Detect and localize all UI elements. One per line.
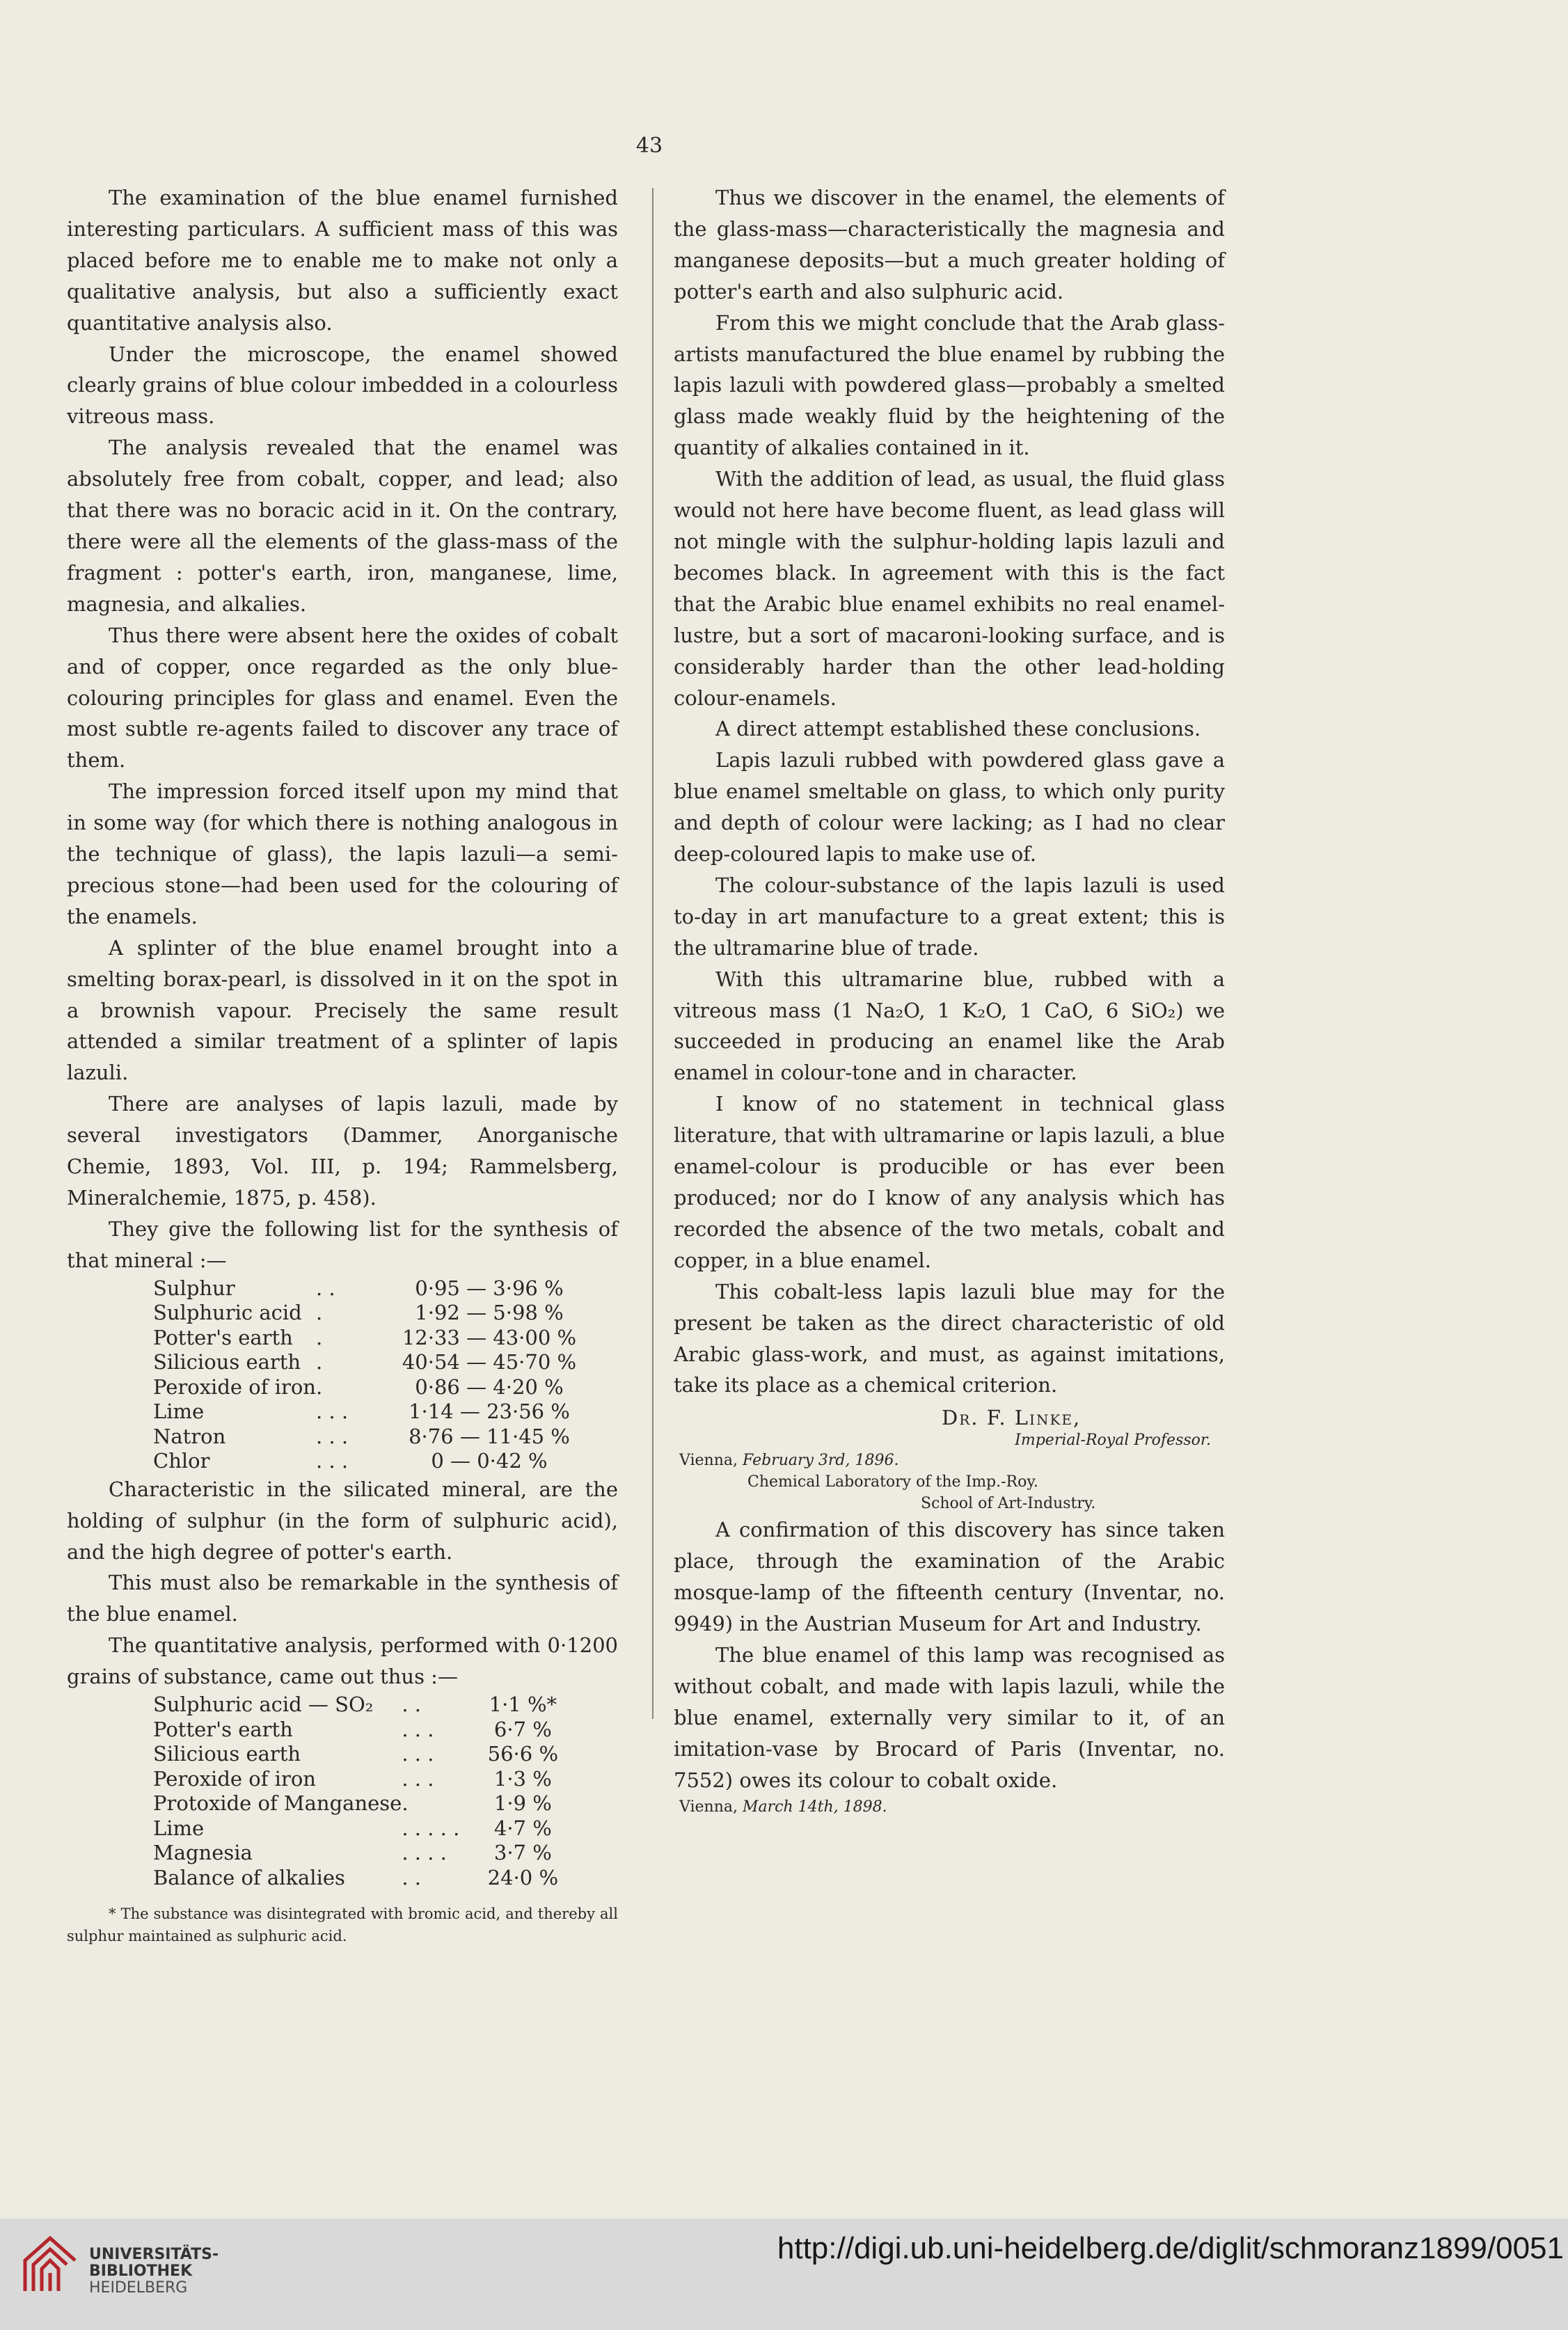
- paragraph: I know of no statement in technical glass literature, that with ultramarine or lapis lazuli, a blue enamel-colour is producible or has ever been produced; nor do I know of any analysis which has recorded the absence of the two metals, cobalt and copper, in a blue enamel.: [674, 1092, 1225, 1272]
- leader-dots: .: [402, 1791, 409, 1816]
- table-row: [153, 1326, 597, 1351]
- library-line: HEIDELBERG: [89, 2279, 188, 2297]
- paragraph: A confirmation of this discovery has since taken place, through the examination of the Arabic mosque-lamp of the fifteenth century (Inventar, no. 9949) in the Austrian Museum for Art and Industry.: [674, 1518, 1225, 1636]
- leader-dots: . .: [402, 1865, 421, 1889]
- paragraph: A splinter of the blue enamel brought into a smelting borax-pearl, is dissolved in it on the spot in a brownish vapour. Precisely the same result attended a similar treatment of a splinter of lapis lazuli.: [67, 935, 618, 1085]
- library-name: [89, 2246, 219, 2297]
- signature-block: [674, 1404, 1225, 1514]
- component-range: 0·86 — 4·20 %: [415, 1374, 564, 1399]
- paragraph: They give the following list for the synthesis of that mineral :—: [67, 1216, 618, 1272]
- component-percentage: 56·6 %: [487, 1742, 559, 1766]
- component-range: 0·95 — 3·96 %: [415, 1276, 564, 1300]
- paragraph: A direct attempt established these conclusions.: [715, 717, 1201, 741]
- table-row: [153, 1301, 597, 1326]
- table-row: [153, 1400, 597, 1425]
- source-url[interactable]: http://digi.ub.uni-heidelberg.de/diglit/schmoranz1899/0051: [777, 2231, 1564, 2265]
- enamel-analysis-table: [153, 1693, 564, 1890]
- table-row: [153, 1742, 564, 1767]
- component-range: 0 — 0·42 %: [431, 1449, 548, 1473]
- component-name: Silicious earth: [153, 1742, 301, 1766]
- author-title: Imperial-Royal Professor.: [1015, 1432, 1211, 1450]
- component-percentage: 1·1 %*: [489, 1693, 557, 1717]
- table-row: [153, 1375, 597, 1400]
- component-name: Magnesia: [153, 1841, 253, 1865]
- footnote: * The substance was disintegrated with bromic acid, and thereby all sulphur maintained as sulphuric acid.: [67, 1905, 618, 1945]
- component-name: Peroxide of iron: [153, 1766, 316, 1791]
- component-percentage: 1·3 %: [493, 1766, 552, 1791]
- table-row: [153, 1866, 564, 1891]
- paragraph: Under the microscope, the enamel showed clearly grains of blue colour imbedded in a colourless vitreous mass.: [67, 342, 618, 429]
- leader-dots: . . .: [315, 1424, 349, 1448]
- component-percentage: 4·7 %: [493, 1816, 552, 1840]
- leader-dots: .: [315, 1374, 323, 1399]
- leader-dots: . . .: [402, 1766, 434, 1791]
- paragraph: With the addition of lead, as usual, the fluid glass would not here have become fluent, as lead glass will not mingle with the sulphur-holding lapis lazuli and becomes black. In agreement with this is the fact that the Arabic blue enamel exhibits no real enamel-lustre, but a sort of macaroni-looking surface, and is considerably harder than the other lead-holding colour-enamels.: [674, 467, 1225, 710]
- table-row: [153, 1791, 564, 1816]
- library-logo-icon: [19, 2233, 81, 2297]
- leader-dots: . . . .: [402, 1841, 447, 1865]
- table-row: [153, 1425, 597, 1450]
- paragraph: Thus we discover in the enamel, the elements of the glass-mass—characteristically the magnesia and manganese deposits—but a much greater holding of potter's earth and also sulphuric acid.: [674, 186, 1225, 303]
- component-name: Silicious earth: [153, 1350, 301, 1374]
- component-range: 1·92 — 5·98 %: [415, 1301, 564, 1325]
- paragraph: The analysis revealed that the enamel was absolutely free from cobalt, copper, and lead; also that there was no boracic acid in it. On the contrary, there were all the elements of the glass-mass of the fragment : potter's earth, iron, manganese, lime, magnesia, and alkalies.: [67, 436, 618, 616]
- component-percentage: 1·9 %: [493, 1791, 552, 1816]
- leader-dots: . . .: [315, 1449, 349, 1473]
- paragraph: This must also be remarkable in the synthesis of the blue enamel.: [67, 1571, 618, 1626]
- table-row: [153, 1449, 597, 1474]
- paragraph: The colour-substance of the lapis lazuli is used to-day in art manufacture to a great extent; this is the ultramarine blue of trade.: [674, 873, 1225, 960]
- component-name: Lime: [153, 1816, 205, 1840]
- table-row: [153, 1816, 564, 1841]
- table-row: [153, 1276, 597, 1301]
- leader-dots: . .: [315, 1276, 335, 1300]
- component-name: Natron: [153, 1424, 226, 1448]
- component-percentage: 24·0 %: [487, 1865, 559, 1889]
- mineral-composition-table: [153, 1276, 597, 1474]
- page-number: 43: [635, 134, 663, 158]
- component-name: Protoxide of Manganese: [153, 1791, 402, 1816]
- right-column: [674, 182, 1225, 1818]
- leader-dots: . . . . .: [402, 1816, 460, 1840]
- paragraph: This cobalt-less lapis lazuli blue may for the present be taken as the direct characteristic of old Arabic glass-work, and must, as against imitations, take its place as a chemical criterion.: [674, 1279, 1225, 1397]
- laboratory-line: Chemical Laboratory of the Imp.-Roy.: [747, 1473, 1038, 1491]
- component-range: 1·14 — 23·56 %: [409, 1400, 570, 1424]
- component-name: Sulphuric acid — SO₂: [153, 1693, 374, 1717]
- component-name: Chlor: [153, 1449, 210, 1473]
- leader-dots: .: [315, 1301, 323, 1325]
- paragraph: The examination of the blue enamel furnished interesting particulars. A sufficient mass of this was placed before me to enable me to make not only a qualitative analysis, but also a sufficiently exact quantitative analysis also.: [67, 186, 618, 335]
- component-name: Potter's earth: [153, 1717, 293, 1741]
- component-name: Potter's earth: [153, 1325, 293, 1349]
- table-row: [153, 1841, 564, 1866]
- paragraph: Lapis lazuli rubbed with powdered glass gave a blue enamel smeltable on glass, to which only purity and depth of colour were lacking; as I had no clear deep-coloured lapis to make use of.: [674, 748, 1225, 866]
- component-name: Balance of alkalies: [153, 1865, 345, 1889]
- component-name: Peroxide of iron: [153, 1374, 316, 1399]
- leader-dots: . .: [402, 1693, 421, 1717]
- leader-dots: .: [315, 1350, 323, 1374]
- author-name: Dr. F. Linke,: [942, 1406, 1082, 1430]
- component-name: Sulphur: [153, 1276, 235, 1300]
- left-column: [67, 182, 618, 1947]
- component-percentage: 3·7 %: [493, 1841, 552, 1865]
- library-line: BIBLIOTHEK: [89, 2262, 193, 2280]
- paragraph: There are analyses of lapis lazuli, made by several investigators (Dammer, Anorganische Chemie, 1893, Vol. III, p. 194; Rammelsberg, Mineralchemie, 1875, p. 458).: [67, 1092, 618, 1210]
- closing-dateline: [674, 1796, 1225, 1818]
- leader-dots: . . .: [315, 1400, 349, 1424]
- paragraph: With this ultramarine blue, rubbed with a vitreous mass (1 Na₂O, 1 K₂O, 1 CaO, 6 SiO₂) we succeeded in producing an enamel like the Arab enamel in colour-tone and in character.: [674, 967, 1225, 1085]
- closing-place: Vienna,: [679, 1798, 738, 1816]
- signature-date: February 3rd, 1896.: [743, 1452, 899, 1470]
- library-line: UNIVERSITÄTS-: [89, 2246, 219, 2263]
- component-range: 8·76 — 11·45 %: [409, 1424, 570, 1448]
- component-percentage: 6·7 %: [493, 1717, 552, 1741]
- table-row: [153, 1718, 564, 1743]
- component-range: 40·54 — 45·70 %: [402, 1350, 577, 1374]
- component-name: Lime: [153, 1400, 205, 1424]
- paragraph: The quantitative analysis, performed with 0·1200 grains of substance, came out thus :—: [67, 1633, 618, 1689]
- signature-dateline: [674, 1450, 1225, 1471]
- component-name: Sulphuric acid: [153, 1301, 302, 1325]
- table-row: [153, 1350, 597, 1375]
- table-row: [153, 1693, 564, 1718]
- closing-date: March 14th, 1898.: [743, 1798, 887, 1816]
- leader-dots: . . .: [402, 1742, 434, 1766]
- table-row: [153, 1767, 564, 1792]
- leader-dots: . . .: [402, 1717, 434, 1741]
- signature-place: Vienna,: [679, 1452, 738, 1470]
- laboratory-line: School of Art-Industry.: [921, 1495, 1096, 1513]
- paragraph: Thus there were absent here the oxides of cobalt and of copper, once regarded as the only blue-colouring principles for glass and enamel. Even the most subtle re-agents failed to discover any trace of them.: [67, 623, 618, 772]
- paragraph: The impression forced itself upon my mind that in some way (for which there is nothing analogous in the technique of glass), the lapis lazuli—a semi-precious stone—had been used for the colouring of the enamels.: [67, 779, 618, 928]
- paragraph: The blue enamel of this lamp was recognised as without cobalt, and made with lapis lazuli, while the blue enamel, externally very similar to it, of an imitation-vase by Brocard of Paris (Inventar, no. 7552) owes its colour to cobalt oxide.: [674, 1642, 1225, 1792]
- component-range: 12·33 — 43·00 %: [402, 1325, 577, 1349]
- column-divider: [652, 188, 654, 1719]
- paragraph: From this we might conclude that the Arab glass-artists manufactured the blue enamel by rubbing the lapis lazuli with powdered glass—probably a smelted glass made weakly fluid by the heightening of the quantity of alkalies contained in it.: [674, 310, 1225, 460]
- leader-dots: .: [315, 1325, 323, 1349]
- paragraph: Characteristic in the silicated mineral, are the holding of sulphur (in the form of sulphuric acid), and the high degree of potter's earth.: [67, 1477, 618, 1564]
